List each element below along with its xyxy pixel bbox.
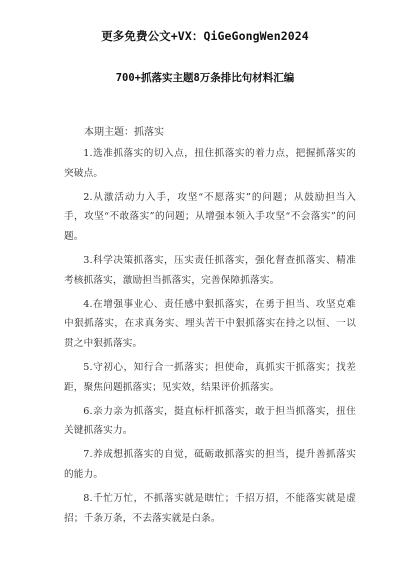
paragraph: 2.从激活动力入手，攻坚“不愿落实”的问题；从鼓励担当入手，攻坚“不敢落实”的问题；从增强本领入手攻坚“不会落实”的问题。 [64, 191, 356, 243]
promo-header: 更多免费公文+VX：QiGeGongWen2024 [101, 29, 309, 43]
paragraph: 4.在增强事业心、责任感中狠抓落实，在勇于担当、攻坚克难中狠抓落实，在求真务实、埋头苦干中狠抓落实在持之以恒、一以贯之中狠抓落实。 [64, 298, 356, 350]
paragraph: 6.亲力亲为抓落实，挺直标杆抓落实，敢于担当抓落实，扭住关键抓落实力。 [64, 405, 356, 437]
paragraph: 8.千忙万忙，不抓落实就是瞎忙；千招万招，不能落实就是虚招；千条万条，不去落实就是白条。 [64, 492, 356, 524]
paragraph: 7.养成想抓落实的自觉，砥砺敢抓落实的担当，提升善抓落实的能力。 [64, 449, 356, 480]
document-title: 700+抓落实主题8万条排比句材料汇编 [115, 72, 295, 84]
paragraph: 5.守初心，知行合一抓落实；担使命，真抓实干抓落实；找差距，聚焦问题抓落实；见实效，结果评价抓落实。 [64, 361, 356, 393]
topic-line: 本期主题：抓落实 [84, 127, 164, 138]
paragraph: 3.科学决策抓落实，压实责任抓落实，强化督查抓落实、精准考核抓落实，激励担当抓落实，完善保障抓落实。 [64, 254, 356, 286]
paragraph: 1.选准抓落实的切入点，扭住抓落实的着力点，把握抓落实的突破点。 [64, 148, 356, 179]
document-body [64, 144, 356, 532]
